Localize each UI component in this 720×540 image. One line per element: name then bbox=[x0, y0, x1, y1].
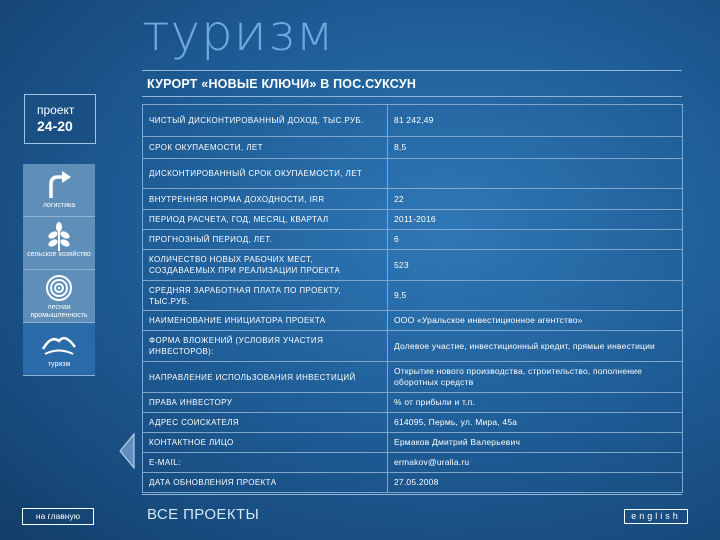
category-label: сельское хозяйство bbox=[27, 251, 91, 258]
row-key: ПРОГНОЗНЫЙ ПЕРИОД, ЛЕТ. bbox=[143, 230, 388, 250]
row-key: НАИМЕНОВАНИЕ ИНИЦИАТОРА ПРОЕКТА bbox=[143, 311, 388, 331]
project-number-box bbox=[24, 94, 96, 144]
row-value: 27.05.2008 bbox=[388, 473, 683, 493]
project-label: проект bbox=[37, 103, 75, 117]
mountain-icon bbox=[41, 327, 77, 359]
row-value: Ермаков Дмитрий Валерьевич bbox=[388, 433, 683, 453]
table-row bbox=[143, 137, 683, 159]
table-row bbox=[143, 311, 683, 331]
row-value: 2011-2016 bbox=[388, 210, 683, 230]
table-row bbox=[143, 413, 683, 433]
table-row bbox=[143, 189, 683, 210]
row-value: ermakov@uralia.ru bbox=[388, 453, 683, 473]
category-logistics[interactable] bbox=[23, 164, 95, 217]
row-value: % от прибыли и т.п. bbox=[388, 393, 683, 413]
row-key: ВНУТРЕННЯЯ НОРМА ДОХОДНОСТИ, IRR bbox=[143, 189, 388, 210]
table-row bbox=[143, 453, 683, 473]
table-row bbox=[143, 281, 683, 311]
prev-arrow-icon[interactable] bbox=[118, 432, 136, 470]
row-key: ЧИСТЫЙ ДИСКОНТИРОВАННЫЙ ДОХОД, ТЫС.РУБ. bbox=[143, 105, 388, 137]
row-value: 22 bbox=[388, 189, 683, 210]
row-value bbox=[388, 159, 683, 189]
table-row bbox=[143, 331, 683, 362]
divider-subtitle bbox=[142, 96, 682, 97]
row-value: Долевое участие, инвестиционный кредит, прямые инвестиции bbox=[388, 331, 683, 362]
table-row bbox=[143, 473, 683, 493]
row-key: E-MAIL: bbox=[143, 453, 388, 473]
language-button[interactable]: english bbox=[624, 509, 688, 524]
row-value: Открытие нового производства, строительство, пополнение оборотных средств bbox=[388, 362, 683, 393]
project-code: 24-20 bbox=[37, 118, 73, 134]
row-value: 9,5 bbox=[388, 281, 683, 311]
table-row bbox=[143, 105, 683, 137]
row-key: КОНТАКТНОЕ ЛИЦО bbox=[143, 433, 388, 453]
row-value: 614095, Пермь, ул. Мира, 45а bbox=[388, 413, 683, 433]
divider-top bbox=[142, 70, 682, 71]
row-key: ПЕРИОД РАСЧЕТА, ГОД, МЕСЯЦ, КВАРТАЛ bbox=[143, 210, 388, 230]
arrow-turn-icon bbox=[45, 168, 73, 200]
row-key: ДИСКОНТИРОВАННЫЙ СРОК ОКУПАЕМОСТИ, ЛЕТ bbox=[143, 159, 388, 189]
row-key: ФОРМА ВЛОЖЕНИЙ (УСЛОВИЯ УЧАСТИЯ ИНВЕСТОРОВ): bbox=[143, 331, 388, 362]
row-value: 6 bbox=[388, 230, 683, 250]
row-value: 81 242,49 bbox=[388, 105, 683, 137]
category-forestry[interactable] bbox=[23, 270, 95, 323]
project-info-table bbox=[142, 104, 683, 493]
home-button[interactable]: на главную bbox=[22, 508, 94, 525]
row-key: ПРАВА ИНВЕСТОРУ bbox=[143, 393, 388, 413]
table-row bbox=[143, 433, 683, 453]
row-value: ООО «Уральское инвестиционное агентство» bbox=[388, 311, 683, 331]
row-key: НАПРАВЛЕНИЕ ИСПОЛЬЗОВАНИЯ ИНВЕСТИЦИЙ bbox=[143, 362, 388, 393]
category-label: туризм bbox=[47, 361, 71, 368]
project-subtitle: КУРОРТ «НОВЫЕ КЛЮЧИ» В ПОС.СУКСУН bbox=[147, 77, 417, 91]
category-label: логистика bbox=[42, 202, 76, 209]
category-tourism[interactable] bbox=[23, 323, 95, 376]
table-row bbox=[143, 159, 683, 189]
plant-icon bbox=[45, 221, 73, 253]
row-key: ДАТА ОБНОВЛЕНИЯ ПРОЕКТА bbox=[143, 473, 388, 493]
divider-bottom bbox=[142, 494, 682, 495]
table-row bbox=[143, 393, 683, 413]
page-title: туризм bbox=[142, 4, 335, 62]
table-row bbox=[143, 230, 683, 250]
row-key: АДРЕС СОИСКАТЕЛЯ bbox=[143, 413, 388, 433]
row-key: СРОК ОКУПАЕМОСТИ, ЛЕТ bbox=[143, 137, 388, 159]
table-row bbox=[143, 362, 683, 393]
all-projects-link[interactable]: ВСЕ ПРОЕКТЫ bbox=[147, 506, 260, 523]
row-key: КОЛИЧЕСТВО НОВЫХ РАБОЧИХ МЕСТ, СОЗДАВАЕМЫХ ПРИ РЕАЛИЗАЦИИ ПРОЕКТА bbox=[143, 250, 388, 281]
row-value: 523 bbox=[388, 250, 683, 281]
tree-rings-icon bbox=[45, 274, 73, 306]
category-label: лесная промышленность bbox=[30, 304, 88, 319]
category-agriculture[interactable] bbox=[23, 217, 95, 270]
row-key: СРЕДНЯЯ ЗАРАБОТНАЯ ПЛАТА ПО ПРОЕКТУ, ТЫС.РУБ. bbox=[143, 281, 388, 311]
table-row bbox=[143, 210, 683, 230]
row-value: 8,5 bbox=[388, 137, 683, 159]
table-row bbox=[143, 250, 683, 281]
